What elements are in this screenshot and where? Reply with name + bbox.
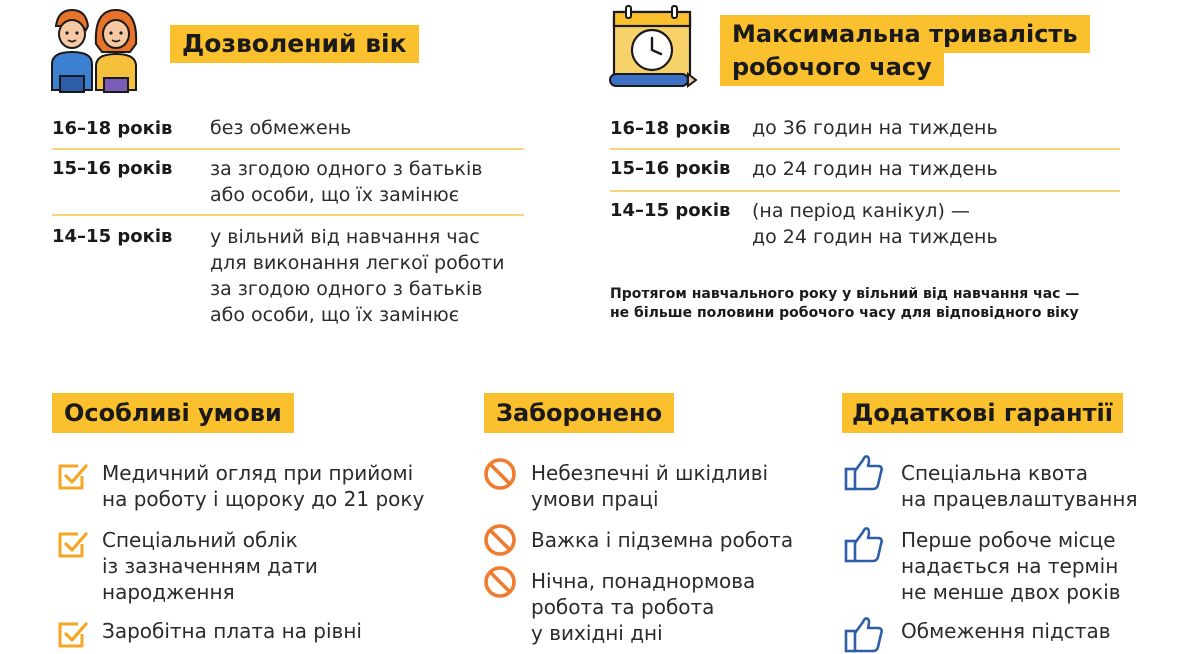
max-hours-note-line-2: не більше половини робочого часу для відповідного віку	[610, 305, 1079, 321]
max-hours-row-3-line-2: до 24 годин на тиждень	[752, 226, 998, 248]
guarantee-item-1-line-2: на працевлаштування	[901, 487, 1138, 511]
thumbs-up-icon	[843, 452, 885, 492]
max-hours-row-3-age: 14–15 років	[610, 200, 731, 221]
divider	[52, 148, 524, 150]
max-hours-row-3-text	[752, 198, 998, 250]
forbidden-title: Заборонено	[484, 393, 674, 433]
allowed-age-title: Дозволений вік	[170, 25, 419, 63]
special-item-1	[102, 460, 424, 512]
forbidden-item-2-line-1: Важка і підземна робота	[531, 528, 794, 552]
calendar-clock-icon	[606, 4, 698, 94]
special-item-1-line-1: Медичний огляд при прийомі	[102, 461, 414, 485]
guarantee-item-3-line-1: Обмеження підстав	[901, 619, 1111, 643]
guarantee-item-2-line-2: надається на термін	[901, 554, 1119, 578]
special-conditions-title: Особливі умови	[52, 393, 294, 433]
no-entry-icon	[482, 456, 518, 492]
allowed-age-row-3-line-1: у вільний від навчання час	[210, 226, 480, 248]
max-hours-note-line-1: Протягом навчального року у вільний від навчання час —	[610, 286, 1080, 302]
allowed-age-row-3-line-3: за згодою одного з батьків	[210, 278, 483, 300]
checkbox-icon	[56, 460, 90, 494]
children-icon	[48, 4, 140, 94]
divider	[52, 214, 524, 216]
allowed-age-row-3-text	[210, 224, 504, 328]
max-hours-title-line-1: Максимальна тривалість	[720, 15, 1090, 53]
guarantee-item-3	[901, 618, 1110, 644]
forbidden-item-1-line-2: умови праці	[531, 487, 659, 511]
forbidden-item-2	[531, 527, 793, 553]
guarantee-item-2-line-1: Перше робоче місце	[901, 528, 1116, 552]
allowed-age-row-1-age: 16–18 років	[52, 118, 173, 139]
max-hours-row-2-age: 15–16 років	[610, 158, 731, 179]
divider	[610, 190, 1120, 192]
allowed-age-row-2-text	[210, 156, 482, 208]
checkbox-icon	[56, 528, 90, 562]
guarantee-item-1-line-1: Спеціальна квота	[901, 461, 1089, 485]
no-entry-icon	[482, 522, 518, 558]
max-hours-row-1-text: до 36 годин на тиждень	[752, 117, 998, 139]
guarantee-item-1	[901, 460, 1137, 512]
max-hours-note	[610, 285, 1079, 323]
max-hours-row-1-age: 16–18 років	[610, 118, 731, 139]
allowed-age-row-1-text: без обмежень	[210, 117, 352, 139]
guarantees-title: Додаткові гарантії	[842, 393, 1123, 433]
no-entry-icon	[482, 564, 518, 600]
guarantee-item-2-line-3: не менше двох років	[901, 580, 1121, 604]
forbidden-item-3-line-2: робота та робота	[531, 595, 715, 619]
max-hours-row-2-text: до 24 годин на тиждень	[752, 158, 998, 180]
allowed-age-row-2-line-1: за згодою одного з батьків	[210, 158, 483, 180]
thumbs-up-icon	[843, 524, 885, 564]
special-item-2-line-1: Спеціальний облік	[102, 528, 298, 552]
allowed-age-row-3-line-4: або особи, що їх замінює	[210, 304, 460, 326]
forbidden-item-1	[531, 460, 768, 512]
special-item-2-line-2: із зазначенням дати	[102, 554, 318, 578]
allowed-age-row-3-line-2: для виконання легкої роботи	[210, 252, 505, 274]
forbidden-item-3-line-3: у вихідні дні	[531, 621, 663, 645]
allowed-age-row-3-age: 14–15 років	[52, 226, 173, 247]
special-item-2-line-3: народження	[102, 580, 235, 604]
checkbox-icon	[56, 618, 90, 652]
special-item-3	[102, 618, 362, 644]
special-item-3-line-1: Заробітна плата на рівні	[102, 619, 362, 643]
guarantee-item-2	[901, 527, 1121, 605]
forbidden-item-3-line-1: Нічна, понаднормова	[531, 569, 756, 593]
divider	[610, 148, 1120, 150]
special-item-2	[102, 527, 318, 605]
forbidden-item-1-line-1: Небезпечні й шкідливі	[531, 461, 769, 485]
thumbs-up-icon	[843, 614, 885, 654]
allowed-age-row-2-line-2: або особи, що їх замінює	[210, 184, 460, 206]
special-item-1-line-2: на роботу і щороку до 21 року	[102, 487, 425, 511]
forbidden-item-3	[531, 568, 755, 646]
max-hours-title-line-2: робочого часу	[720, 50, 944, 86]
max-hours-row-3-line-1: (на період канікул) —	[752, 200, 970, 222]
allowed-age-row-2-age: 15–16 років	[52, 158, 173, 179]
